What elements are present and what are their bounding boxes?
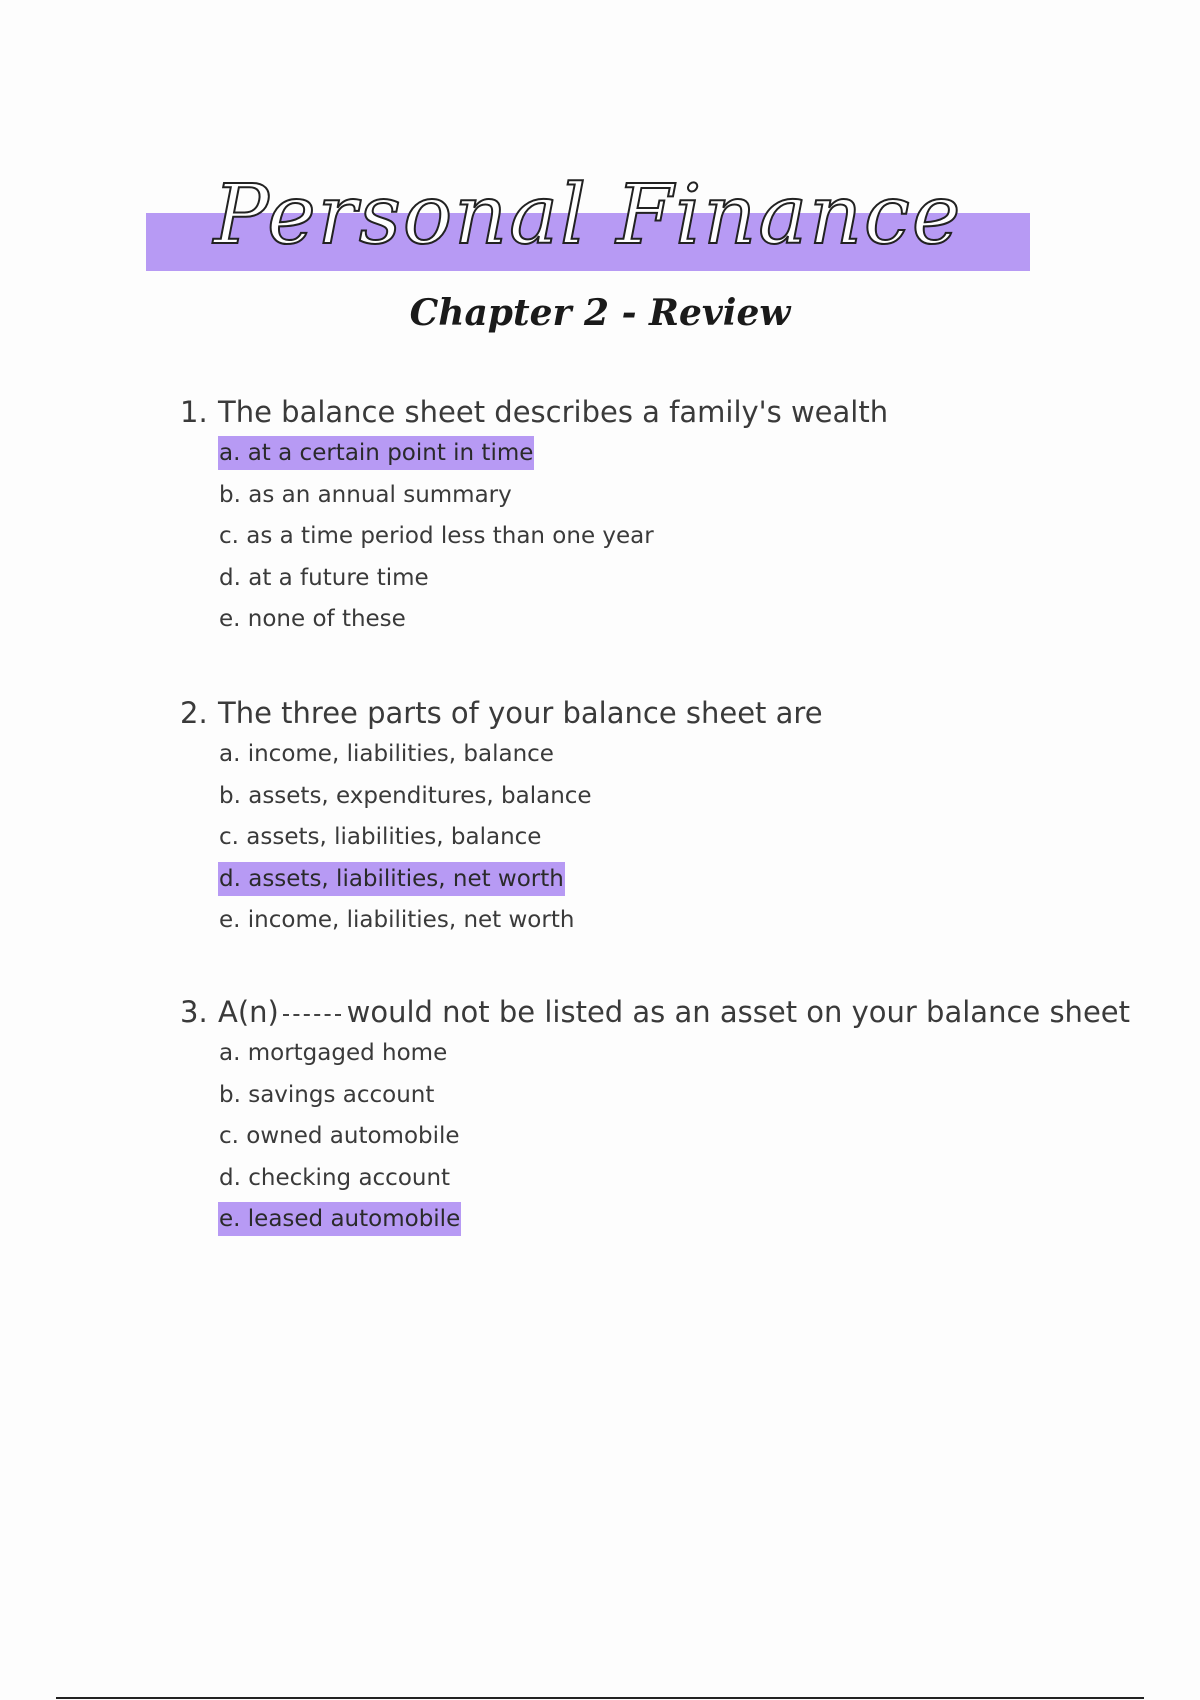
question-text-start: A(n) (218, 995, 279, 1029)
answer-option-label: c. owned automobile (219, 1123, 460, 1149)
answer-option-e (218, 599, 1130, 641)
answer-option-d (218, 859, 1130, 901)
answer-option-d (218, 1158, 1130, 1200)
answer-option-b (218, 475, 1130, 517)
question-text: The balance sheet describes a family's wealth (218, 395, 889, 429)
answer-option-label: a. mortgaged home (219, 1040, 448, 1066)
answer-option-a (218, 734, 1130, 776)
answer-option-c (218, 817, 1130, 859)
answer-option-label: d. checking account (219, 1164, 451, 1191)
answer-option-a (218, 1033, 1130, 1075)
answer-option-label: b. savings account (219, 1081, 435, 1108)
question-1 (180, 391, 1130, 641)
answer-options (180, 734, 1130, 942)
answer-option-b (218, 1075, 1130, 1117)
page-title: Personal Finance (213, 168, 963, 263)
question-1-prompt (180, 391, 1130, 433)
answer-options (180, 1033, 1130, 1241)
answer-option-c (218, 516, 1130, 558)
answer-option-d (218, 558, 1130, 600)
answer-option-b (218, 776, 1130, 818)
question-number: 2. (180, 696, 208, 730)
fill-in-blank (283, 1014, 341, 1016)
answer-option-label: e. leased automobile (218, 1202, 461, 1236)
answer-option-label: d. at a future time (219, 564, 429, 591)
question-text-end: would not be listed as an asset on your balance sheet (346, 995, 1130, 1029)
page-subtitle: Chapter 2 - Review (409, 292, 791, 334)
question-2-prompt (180, 692, 1130, 734)
answer-option-label: a. income, liabilities, balance (219, 741, 554, 767)
answer-option-label: c. as a time period less than one year (219, 523, 654, 549)
answer-option-label: a. at a certain point in time (218, 436, 534, 470)
question-3-prompt (180, 991, 1130, 1033)
answer-option-a (218, 433, 1130, 475)
answer-options (180, 433, 1130, 641)
answer-option-label: e. none of these (219, 606, 406, 632)
question-number: 1. (180, 395, 208, 429)
question-number: 3. (180, 995, 208, 1029)
question-2 (180, 692, 1130, 942)
answer-option-e (218, 900, 1130, 942)
footer-divider (56, 1697, 1144, 1699)
answer-option-c (218, 1116, 1130, 1158)
answer-option-label: b. assets, expenditures, balance (219, 782, 592, 809)
answer-option-label: b. as an annual summary (219, 481, 512, 508)
question-text: The three parts of your balance sheet are (218, 696, 823, 730)
answer-option-label: e. income, liabilities, net worth (219, 907, 575, 933)
answer-option-label: c. assets, liabilities, balance (219, 824, 542, 850)
answer-option-label: d. assets, liabilities, net worth (218, 862, 565, 896)
answer-option-e (218, 1199, 1130, 1241)
question-3 (180, 991, 1130, 1241)
